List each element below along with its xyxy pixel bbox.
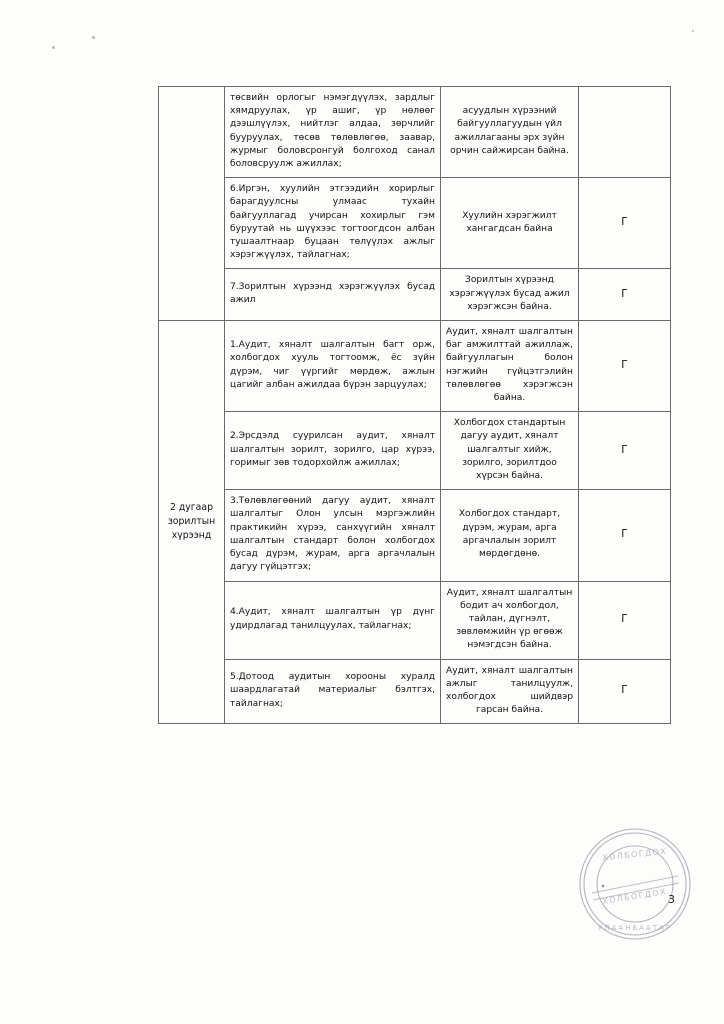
task-cell: 6.Иргэн, хуулийн этгээдийн хорирлыг барагдуулсны улмаас тухайн байгууллагад учирсан хохирлыг гэм буруутай нь шүүхээс тогтоогдсон албан тушаалтнаар буцаан төлүүлэх ажлыг хэрэгжүүлэх, тайлагнах; xyxy=(225,178,441,269)
result-cell: асуудлын хүрээний байгууллагуудын үйл ажиллагааны эрх зүйн орчин сайжирсан байна. xyxy=(441,87,579,178)
scan-speck xyxy=(692,30,694,32)
page-number: 3 xyxy=(668,893,675,906)
task-cell: 2.Эрсдэлд суурилсан аудит, хяналт шалгалтын зорилт, зорилго, цар хүрээ, горимыг зөв тодорхойлж ажиллах; xyxy=(225,412,441,490)
task-cell: 5.Дотоод аудитын хорооны хуралд шаардлагатай материалыг бэлтгэх, тайлагнах; xyxy=(225,659,441,724)
task-cell: 4.Аудит, хяналт шалгалтын үр дүнг удирдлагад танилцуулах, тайлагнах; xyxy=(225,581,441,659)
svg-text:УЛААНБААТАР: УЛААНБААТАР xyxy=(597,924,673,932)
table-row xyxy=(159,490,671,581)
mark-cell: Г xyxy=(579,269,671,321)
result-cell: Холбогдох стандарт, дүрэм, журам, арга аргачлалын зорилт мөрдөгдөнө. xyxy=(441,490,579,581)
table-row xyxy=(159,412,671,490)
svg-text:ХОЛБОГДОХ: ХОЛБОГДОХ xyxy=(601,846,668,863)
result-cell: Аудит, хяналт шалгалтын бодит ач холбогдол, тайлан, дүгнэлт, зөвлөмжийн үр өгөөж нэмэгдсэн байна. xyxy=(441,581,579,659)
table-row xyxy=(159,87,671,178)
result-cell: Зорилтын хүрээнд хэрэгжүүлэх бусад ажил хэрэгжсэн байна. xyxy=(441,269,579,321)
mark-cell: Г xyxy=(579,321,671,412)
task-cell: 7.Зорилтын хүрээнд хэрэгжүүлэх бусад ажил xyxy=(225,269,441,321)
mark-cell: Г xyxy=(579,659,671,724)
result-cell: Холбогдох стандартын дагуу аудит, хяналт шалгалтыг хийж, зорилго, зорилтдоо хүрсэн байна. xyxy=(441,412,579,490)
objectives-table xyxy=(158,86,671,724)
goal-cell-objective-two: 2 дугаар зорилтын хүрээнд xyxy=(159,321,225,724)
mark-cell: Г xyxy=(579,178,671,269)
task-cell: 1.Аудит, хяналт шалгалтын багт орж, холбогдох хууль тогтоомж, ёс зүйн дүрэм, чиг үүргийг мөрдөж, ажлын цагийг албан ажилдаа бүрэн зарцуулах; xyxy=(225,321,441,412)
scan-speck xyxy=(92,36,95,39)
result-cell: Хуулийн хэрэгжилт хангагдсан байна xyxy=(441,178,579,269)
mark-cell: Г xyxy=(579,490,671,581)
mark-cell xyxy=(579,87,671,178)
result-cell: Аудит, хяналт шалгалтын баг амжилттай ажиллаж, байгууллагын болон нэгжийн гүйцэтгэлийн төлөвлөгөө хэрэгжсэн байна. xyxy=(441,321,579,412)
svg-text:ХОЛБОГДОХ: ХОЛБОГДОХ xyxy=(601,886,668,907)
mark-cell: Г xyxy=(579,581,671,659)
table-row xyxy=(159,178,671,269)
goal-cell-group-one xyxy=(159,87,225,321)
table-row xyxy=(159,269,671,321)
table-row xyxy=(159,321,671,412)
task-cell: төсвийн орлогыг нэмэгдүүлэх, зардлыг хямдруулах, үр ашиг, үр нөлөөг дээшлүүлэх, нийтлэг алдаа, зөрчлийг бууруулах, төсөв төлөвлөгөө, заавар, журмыг боловсронгуй болгоход санал боловсруулж ажиллах; xyxy=(225,87,441,178)
table-row xyxy=(159,659,671,724)
table-row xyxy=(159,581,671,659)
mark-cell: Г xyxy=(579,412,671,490)
task-cell: 3.Төлөвлөгөөний дагуу аудит, хяналт шалгалтыг Олон улсын мэргэжлийн практикийн хүрээ, санхүүгийн хяналт шалгалтын стандарт болон холбогдох бусад дүрэм, журам, арга аргачлалын дагуу гүйцэтгэх; xyxy=(225,490,441,581)
result-cell: Аудит, хяналт шалгалтын ажлыг танилцуулж, холбогдох шийдвэр гарсан байна. xyxy=(441,659,579,724)
scan-speck xyxy=(52,46,55,49)
table-body xyxy=(159,87,671,724)
